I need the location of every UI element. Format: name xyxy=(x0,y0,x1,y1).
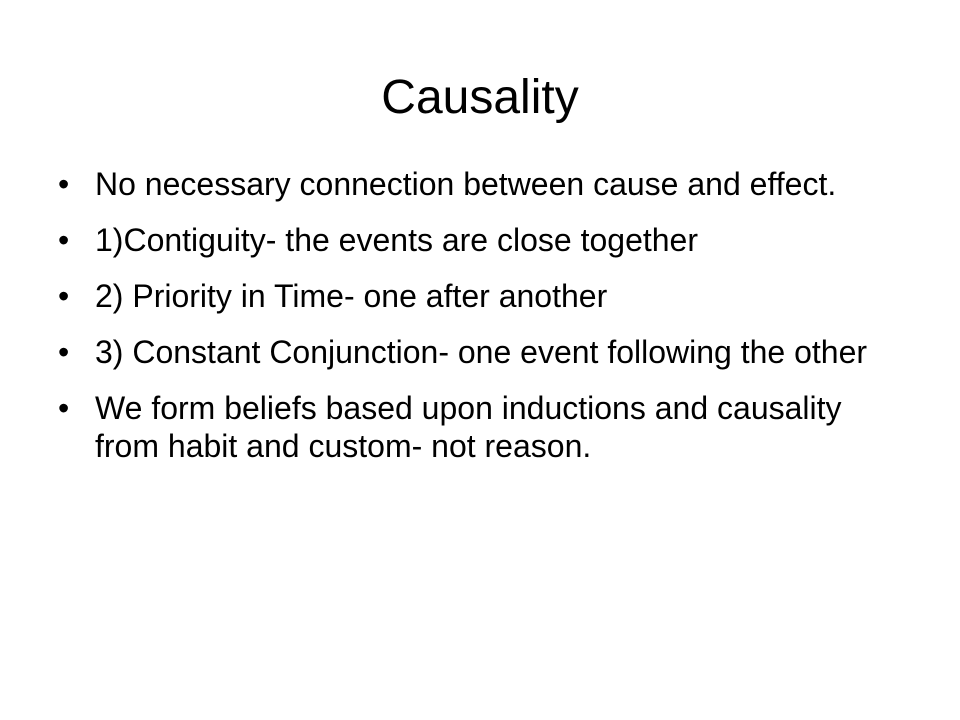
bullet-text: 2) Priority in Time- one after another xyxy=(95,278,608,314)
bullet-icon: • xyxy=(58,166,70,202)
bullet-item-3 xyxy=(58,277,898,315)
bullet-text: 3) Constant Conjunction- one event following the other xyxy=(95,334,868,370)
bullet-icon: • xyxy=(58,278,70,314)
bullet-item-2 xyxy=(58,221,898,259)
bullet-icon: • xyxy=(58,334,70,370)
bullet-icon: • xyxy=(58,222,70,258)
slide-title: Causality xyxy=(381,71,579,124)
bullet-item-1 xyxy=(58,165,898,203)
bullet-icon: • xyxy=(58,390,70,426)
bullet-item-4 xyxy=(58,333,898,371)
bullet-text: 1)Contiguity- the events are close together xyxy=(95,222,698,258)
bullet-item-5 xyxy=(58,389,898,465)
bullet-text: No necessary connection between cause and effect. xyxy=(95,166,837,202)
bullet-list xyxy=(58,165,898,483)
bullet-text: We form beliefs based upon inductions and causality from habit and custom- not reason. xyxy=(95,390,842,464)
